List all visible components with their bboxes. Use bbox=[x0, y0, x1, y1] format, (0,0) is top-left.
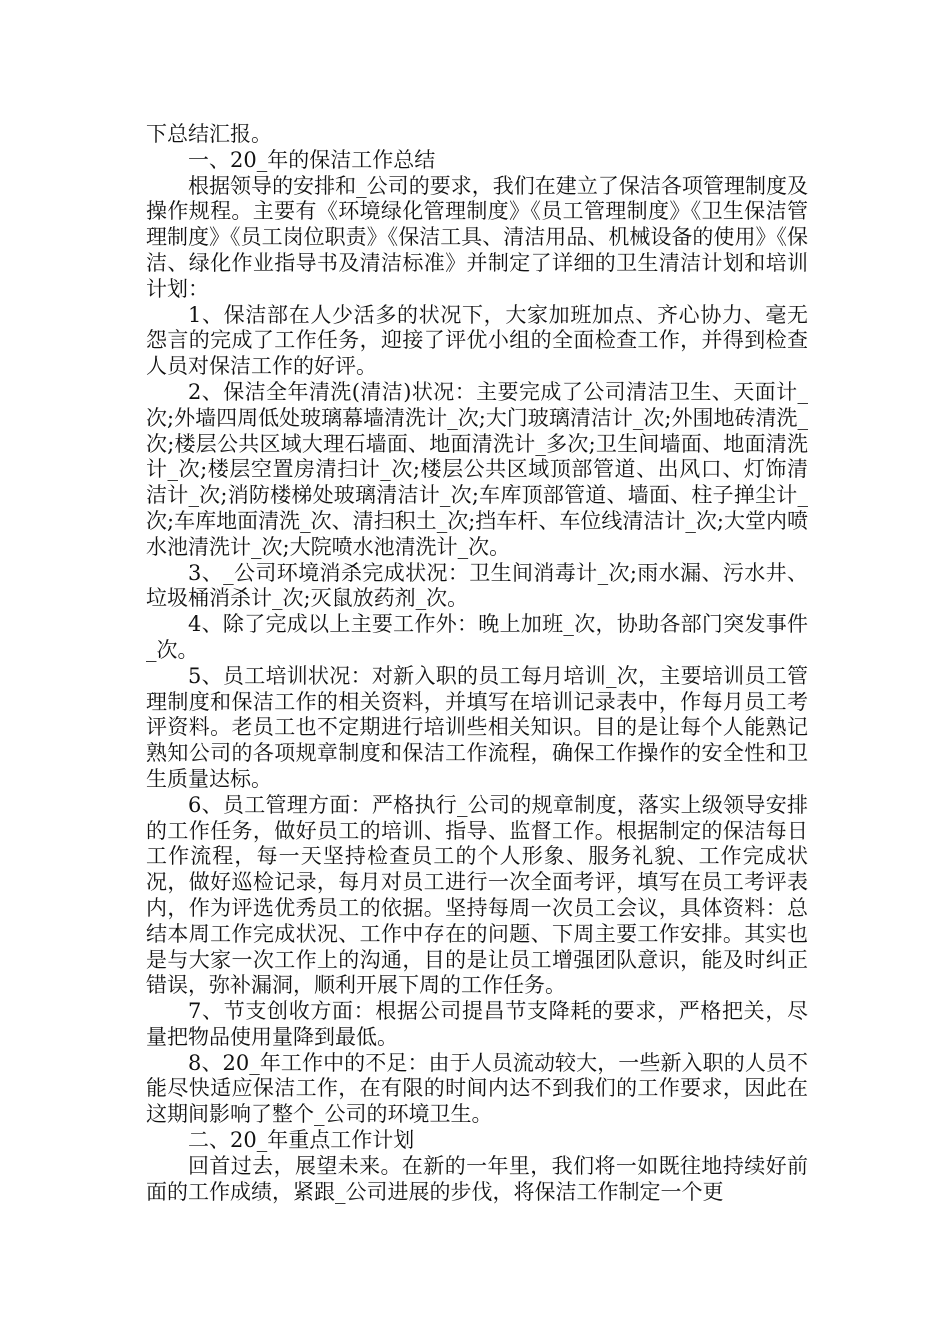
paragraph-item-1: 1、保洁部在人少活多的状况下，大家加班加点、齐心协力、毫无怨言的完成了工作任务，迎接了评优小组的全面检查工作，并得到检查人员对保洁工作的好评。 bbox=[146, 302, 808, 379]
paragraph-item-4: 4、除了完成以上主要工作外：晚上加班_次，协助各部门突发事件_次。 bbox=[146, 612, 808, 662]
paragraph-intro-tail: 下总结汇报。 bbox=[146, 122, 272, 146]
paragraph-management-system: 根据领导的安排和_公司的要求，我们在建立了保洁各项管理制度及操作规程。主要有《环境绿化管理制度》《员工管理制度》《卫生保洁管理制度》《员工岗位职责》《保洁工具、清洁用品、机械设备的使用》《保洁、绿化作业指导书及清洁标准》并制定了详细的卫生清洁计划和培训计划： bbox=[146, 173, 808, 301]
paragraph-item-8: 8、20_年工作中的不足：由于人员流动较大，一些新入职的人员不能尽快适应保洁工作，在有限的时间内达不到我们的工作要求，因此在这期间影响了整个_公司的环境卫生。 bbox=[146, 1050, 808, 1127]
paragraph-item-3: 3、_公司环境消杀完成状况：卫生间消毒计_次;雨水漏、污水井、垃圾桶消杀计_次;灭鼠放药剂_次。 bbox=[146, 560, 808, 611]
document-body bbox=[146, 122, 808, 1205]
section-heading-summary: 一、20_年的保洁工作总结 bbox=[188, 147, 436, 172]
paragraph-plan-intro: 回首过去，展望未来。在新的一年里，我们将一如既往地持续好前面的工作成绩，紧跟_公司进展的步伐，将保洁工作制定一个更 bbox=[146, 1153, 808, 1204]
paragraph-item-2: 2、保洁全年清洗(清洁)状况：主要完成了公司清洁卫生、天面计_次;外墙四周低处玻璃幕墙清洗计_次;大门玻璃清洁计_次;外围地砖清洗_次;楼层公共区域大理石墙面、地面清洗计_多次;卫生间墙面、地面清洗计_次;楼层空置房清扫计_次;楼层公共区域顶部管道、出风口、灯饰清洁计_次;消防楼梯处玻璃清洁计_次;车库顶部管道、墙面、柱子掸尘计_次;车库地面清洗_次、清扫积土_次;挡车杆、车位线清洁计_次;大堂内喷水池清洗计_次;大院喷水池清洗计_次。 bbox=[146, 379, 808, 559]
paragraph-item-7: 7、节支创收方面：根据公司提昌节支降耗的要求，严格把关，尽量把物品使用量降到最低。 bbox=[146, 999, 808, 1049]
paragraph-item-5: 5、员工培训状况：对新入职的员工每月培训_次，主要培训员工管理制度和保洁工作的相关资料，并填写在培训记录表中，作每月员工考评资料。老员工也不定期进行培训些相关知识。目的是让每个人能熟记熟知公司的各项规章制度和保洁工作流程，确保工作操作的安全性和卫生质量达标。 bbox=[146, 663, 808, 791]
paragraph-item-6: 6、员工管理方面：严格执行_公司的规章制度，落实上级领导安排的工作任务，做好员工的培训、指导、监督工作。根据制定的保洁每日工作流程，每一天坚持检查员工的个人形象、服务礼貌、工作完成状况，做好巡检记录，每月对员工进行一次全面考评，填写在员工考评表内，作为评选优秀员工的依据。坚持每周一次员工会议，具体资料：总结本周工作完成状况、工作中存在的问题、下周主要工作安排。其实也是与大家一次工作上的沟通，目的是让员工增强团队意识，能及时纠正错误，弥补漏洞，顺利开展下周的工作任务。 bbox=[146, 792, 808, 998]
section-heading-plan: 二、20_年重点工作计划 bbox=[188, 1128, 415, 1153]
